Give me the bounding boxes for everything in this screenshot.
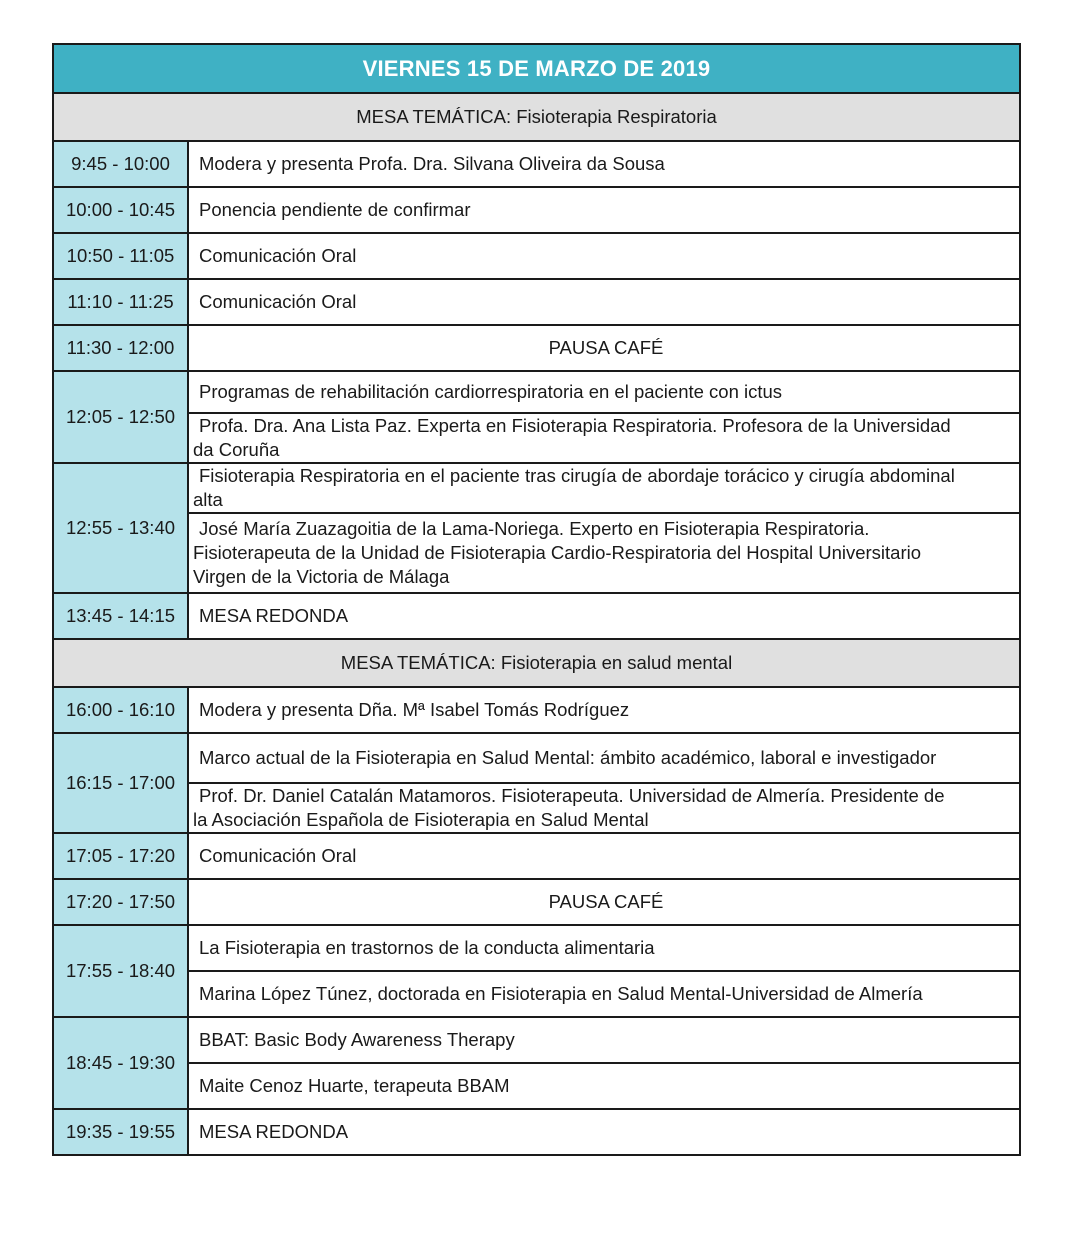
time-slot: 16:00 - 16:10 — [53, 687, 188, 733]
talk-line: alta — [193, 489, 223, 510]
section-heading-row — [53, 93, 1020, 141]
coffee-break: PAUSA CAFÉ — [188, 879, 1020, 925]
speaker-info — [188, 783, 1020, 833]
session-description: Comunicación Oral — [188, 279, 1020, 325]
time-slot: 10:00 - 10:45 — [53, 187, 188, 233]
speaker-line: José María Zuazagoitia de la Lama-Noriega. Experto en Fisioterapia Respiratoria. — [199, 518, 870, 539]
table-row — [53, 687, 1020, 733]
time-slot: 17:05 - 17:20 — [53, 833, 188, 879]
session-description: Comunicación Oral — [188, 233, 1020, 279]
time-slot: 18:45 - 19:30 — [53, 1017, 188, 1109]
table-row — [53, 371, 1020, 413]
speaker-line: Fisioterapeuta de la Unidad de Fisioterapia Cardio-Respiratoria del Hospital Universitario — [193, 542, 922, 563]
speaker-line: Profa. Dra. Ana Lista Paz. Experta en Fisioterapia Respiratoria. Profesora de la Universidad — [199, 415, 951, 436]
title-row — [53, 44, 1020, 93]
session-description: Modera y presenta Dña. Mª Isabel Tomás Rodríguez — [188, 687, 1020, 733]
table-row — [53, 593, 1020, 639]
talk-title: Programas de rehabilitación cardiorrespiratoria en el paciente con ictus — [188, 371, 1020, 413]
time-slot: 12:05 - 12:50 — [53, 371, 188, 463]
session-description: MESA REDONDA — [188, 593, 1020, 639]
day-title: VIERNES 15 DE MARZO DE 2019 — [53, 44, 1020, 93]
session-description: Comunicación Oral — [188, 833, 1020, 879]
talk-title: La Fisioterapia en trastornos de la conducta alimentaria — [188, 925, 1020, 971]
table-row — [53, 1063, 1020, 1109]
time-slot: 17:55 - 18:40 — [53, 925, 188, 1017]
speaker-info: Marina López Túnez, doctorada en Fisioterapia en Salud Mental-Universidad de Almería — [188, 971, 1020, 1017]
time-slot: 10:50 - 11:05 — [53, 233, 188, 279]
table-row — [53, 233, 1020, 279]
session-description: Modera y presenta Profa. Dra. Silvana Oliveira da Sousa — [188, 141, 1020, 187]
table-row — [53, 463, 1020, 513]
time-slot: 11:10 - 11:25 — [53, 279, 188, 325]
table-row — [53, 879, 1020, 925]
talk-title: BBAT: Basic Body Awareness Therapy — [188, 1017, 1020, 1063]
speaker-info — [188, 413, 1020, 463]
time-slot: 17:20 - 17:50 — [53, 879, 188, 925]
time-slot: 13:45 - 14:15 — [53, 593, 188, 639]
speaker-line: la Asociación Española de Fisioterapia en Salud Mental — [193, 809, 649, 830]
section-heading-respiratoria: MESA TEMÁTICA: Fisioterapia Respiratoria — [53, 93, 1020, 141]
talk-line: Fisioterapia Respiratoria en el paciente tras cirugía de abordaje torácico y cirugía abdominal — [199, 465, 955, 486]
section-heading-salud-mental: MESA TEMÁTICA: Fisioterapia en salud mental — [53, 639, 1020, 687]
session-description: MESA REDONDA — [188, 1109, 1020, 1155]
talk-title: Marco actual de la Fisioterapia en Salud Mental: ámbito académico, laboral e investigador — [188, 733, 1020, 783]
table-row — [53, 513, 1020, 593]
table-row — [53, 783, 1020, 833]
speaker-line: Virgen de la Victoria de Málaga — [193, 566, 450, 587]
time-slot: 16:15 - 17:00 — [53, 733, 188, 833]
table-row — [53, 325, 1020, 371]
session-description: Ponencia pendiente de confirmar — [188, 187, 1020, 233]
talk-title — [188, 463, 1020, 513]
speaker-info: Maite Cenoz Huarte, terapeuta BBAM — [188, 1063, 1020, 1109]
schedule-table — [52, 43, 1021, 1156]
table-row — [53, 1109, 1020, 1155]
time-slot: 12:55 - 13:40 — [53, 463, 188, 593]
table-row — [53, 925, 1020, 971]
table-row — [53, 187, 1020, 233]
table-row — [53, 833, 1020, 879]
speaker-info — [188, 513, 1020, 593]
table-row — [53, 279, 1020, 325]
table-row — [53, 733, 1020, 783]
table-row — [53, 141, 1020, 187]
table-row — [53, 971, 1020, 1017]
time-slot: 19:35 - 19:55 — [53, 1109, 188, 1155]
table-row — [53, 1017, 1020, 1063]
section-heading-row — [53, 639, 1020, 687]
speaker-line: da Coruña — [193, 439, 280, 460]
coffee-break: PAUSA CAFÉ — [188, 325, 1020, 371]
time-slot: 11:30 - 12:00 — [53, 325, 188, 371]
speaker-line: Prof. Dr. Daniel Catalán Matamoros. Fisioterapeuta. Universidad de Almería. Presidente de — [199, 785, 945, 806]
table-row — [53, 413, 1020, 463]
time-slot: 9:45 - 10:00 — [53, 141, 188, 187]
